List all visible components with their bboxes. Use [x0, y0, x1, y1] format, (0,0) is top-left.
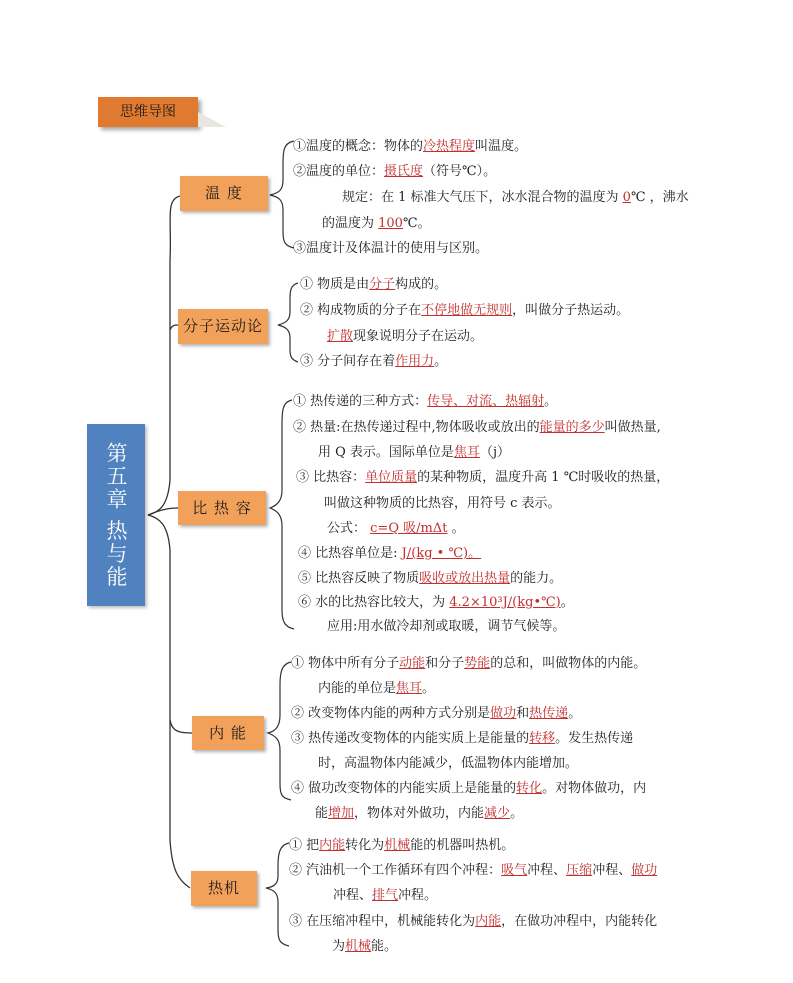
answer-keyword: 0 [622, 190, 631, 205]
line-text: 的温度为 [322, 216, 379, 231]
content-line [289, 838, 514, 854]
answer-keyword: 焦耳 [453, 445, 480, 460]
answer-keyword: 吸气 [501, 863, 528, 878]
topic-internal-energy: 内 能 [192, 716, 264, 750]
content-line [333, 888, 437, 904]
content-line [291, 781, 646, 797]
content-line [318, 756, 578, 772]
line-text: ⑤ 比热容反映了物质 [298, 571, 420, 586]
brace-internal [268, 662, 291, 800]
content-line [315, 806, 523, 822]
branch-molecule [170, 325, 178, 330]
line-text: 叫温度。 [475, 139, 528, 154]
content-line [293, 164, 496, 180]
content-line [298, 546, 481, 562]
line-text: 和分子 [425, 656, 465, 671]
line-text: ④ 比热容单位是: [298, 546, 402, 561]
brace-engine [266, 843, 289, 946]
line-text: 规定：在 1 标准大气压下，冰水混合物的温度为 [342, 190, 623, 205]
content-line [289, 914, 657, 930]
content-line [300, 354, 447, 370]
line-text: ，物体对外做功，内能 [354, 806, 485, 821]
content-line [289, 863, 657, 879]
line-text: ，在做功冲程中，内能转化 [501, 914, 658, 929]
line-text: 公式： [327, 521, 371, 536]
content-line [293, 241, 488, 257]
line-text: 的总和，叫做物体的内能。 [490, 656, 647, 671]
content-line [342, 190, 689, 206]
line-text: 的某种物质，温度升高 1 ℃时吸收的热量， [417, 470, 670, 485]
answer-keyword: 势能 [464, 656, 491, 671]
content-line [293, 139, 527, 155]
line-text: 。 [544, 394, 558, 409]
answer-keyword: 扩散 [327, 329, 354, 344]
answer-keyword: 不停地做无规则 [421, 303, 513, 318]
answer-keyword: 能量的多少 [539, 420, 605, 435]
line-text: 时，高温物体内能减少，低温物体内能增加。 [318, 756, 579, 771]
brace-temperature [270, 141, 294, 248]
answer-keyword: 冷热程度 [423, 139, 476, 154]
line-text: 。 [560, 595, 574, 610]
line-text: ℃ ，沸水 [630, 190, 689, 205]
content-line [293, 394, 557, 410]
line-text: ③ 比热容： [296, 470, 366, 485]
line-text: ① 热传递的三种方式： [293, 394, 428, 409]
line-text: ℃。 [402, 216, 431, 231]
answer-keyword: 吸收或放出热量 [419, 571, 511, 586]
line-text: 能的机器叫热机。 [410, 838, 515, 853]
answer-keyword: 转化 [516, 781, 543, 796]
line-text: ① 把 [289, 838, 320, 853]
line-text: 。 [510, 806, 524, 821]
line-text: 。 [422, 681, 436, 696]
line-text: （符号℃）。 [423, 164, 497, 179]
answer-keyword: J/(kg • ℃)。 [401, 546, 482, 561]
content-line [291, 731, 633, 747]
line-text: ② 改变物体内能的两种方式分别是 [291, 706, 491, 721]
answer-keyword: 内能 [475, 914, 502, 929]
content-line [296, 470, 669, 486]
content-line [300, 277, 447, 293]
answer-keyword: 减少 [484, 806, 511, 821]
branch-internal [170, 720, 192, 733]
content-line [300, 303, 629, 319]
line-text: ① 物质是由 [300, 277, 370, 292]
title-tab-shadow-wedge [198, 112, 226, 127]
line-text: 和 [516, 706, 530, 721]
content-line [318, 445, 510, 461]
answer-keyword: 压缩 [566, 863, 593, 878]
content-line [291, 656, 646, 672]
line-text: 为 [332, 939, 346, 954]
answer-keyword: 内能 [319, 838, 346, 853]
answer-keyword: 机械 [384, 838, 411, 853]
line-text: 。 [434, 354, 448, 369]
content-line [327, 521, 465, 537]
content-line [324, 496, 561, 512]
line-text: ③ 分子间存在着 [300, 354, 396, 369]
line-text: ③ 热传递改变物体的内能实质上是能量的 [291, 731, 530, 746]
line-text: ⑥ 水的比热容比较大，为 [298, 595, 450, 610]
brace-heat-capacity [270, 400, 294, 629]
topic-specific-heat-capacity: 比 热 容 [178, 491, 266, 525]
topic-molecular-motion: 分子运动论 [178, 309, 268, 344]
topic-temperature: 温 度 [180, 176, 268, 211]
content-line [291, 706, 581, 722]
line-text: 。发生热传递 [555, 731, 634, 746]
answer-keyword: 100 [378, 216, 403, 231]
line-text: ① 物体中所有分子 [291, 656, 400, 671]
line-text: 。 [447, 521, 465, 536]
answer-keyword: 做功 [490, 706, 517, 721]
line-text: ①温度的概念：物体的 [293, 139, 424, 154]
line-text: ②温度的单位： [293, 164, 385, 179]
brace-molecule [278, 283, 298, 362]
line-text: 冲程、 [333, 888, 373, 903]
answer-keyword: 作用力 [395, 354, 435, 369]
line-text: 叫做热量, [604, 420, 661, 435]
answer-keyword: 增加 [328, 806, 355, 821]
chapter-title: 第五章 热与能 [104, 441, 128, 589]
line-text: （j） [479, 445, 510, 460]
answer-keyword: 4.2×10³J/(kg•℃) [449, 595, 561, 610]
line-text: 内能的单位是 [318, 681, 397, 696]
line-text: 现象说明分子在运动。 [353, 329, 484, 344]
answer-keyword: 动能 [399, 656, 426, 671]
content-line [298, 571, 562, 587]
line-text: 能。 [371, 939, 398, 954]
line-text: ② 汽油机一个工作循环有四个冲程： [289, 863, 502, 878]
content-line [322, 216, 431, 232]
line-text: ④ 做功改变物体的内能实质上是能量的 [291, 781, 517, 796]
content-line [332, 939, 397, 955]
answer-keyword: c=Q 吸/mΔt [370, 521, 448, 536]
line-text: ，叫做分子热运动。 [512, 303, 630, 318]
line-text: 冲程、 [592, 863, 632, 878]
answer-keyword: 转移 [529, 731, 556, 746]
line-text: 转化为 [345, 838, 385, 853]
line-text: 冲程、 [527, 863, 567, 878]
answer-keyword: 分子 [369, 277, 396, 292]
line-text: ③温度计及体温计的使用与区别。 [293, 241, 489, 256]
topic-heat-engine: 热机 [191, 871, 257, 906]
answer-keyword: 单位质量 [365, 470, 418, 485]
content-line [327, 619, 565, 635]
line-text: 冲程。 [398, 888, 438, 903]
line-text: ② 构成物质的分子在 [300, 303, 422, 318]
answer-keyword: 排气 [372, 888, 399, 903]
line-text: 叫做这种物质的比热容，用符号 c 表示。 [324, 496, 561, 511]
line-text: 构成的。 [395, 277, 448, 292]
answer-keyword: 传导、对流、热辐射 [427, 394, 545, 409]
answer-keyword: 做功 [631, 863, 658, 878]
line-text: 能 [315, 806, 329, 821]
chapter-box [87, 424, 145, 606]
mindmap-title-tab: 思维导图 [98, 97, 198, 127]
line-text: 的能力。 [510, 571, 563, 586]
line-text: 应用:用水做冷却剂或取暖，调节气候等。 [327, 619, 566, 634]
line-text: 用 Q 表示。国际单位是 [318, 445, 454, 460]
content-line [327, 329, 483, 345]
line-text: ③ 在压缩冲程中，机械能转化为 [289, 914, 476, 929]
trunk-curve [148, 196, 190, 888]
answer-keyword: 热传递 [529, 706, 569, 721]
answer-keyword: 机械 [345, 939, 372, 954]
line-text: 。对物体做功，内 [542, 781, 647, 796]
content-line [298, 595, 574, 611]
content-line [293, 420, 661, 436]
content-line [318, 681, 435, 697]
line-text: 。 [568, 706, 582, 721]
answer-keyword: 焦耳 [396, 681, 423, 696]
answer-keyword: 摄氏度 [384, 164, 424, 179]
line-text: ② 热量:在热传递过程中,物体吸收或放出的 [293, 420, 540, 435]
